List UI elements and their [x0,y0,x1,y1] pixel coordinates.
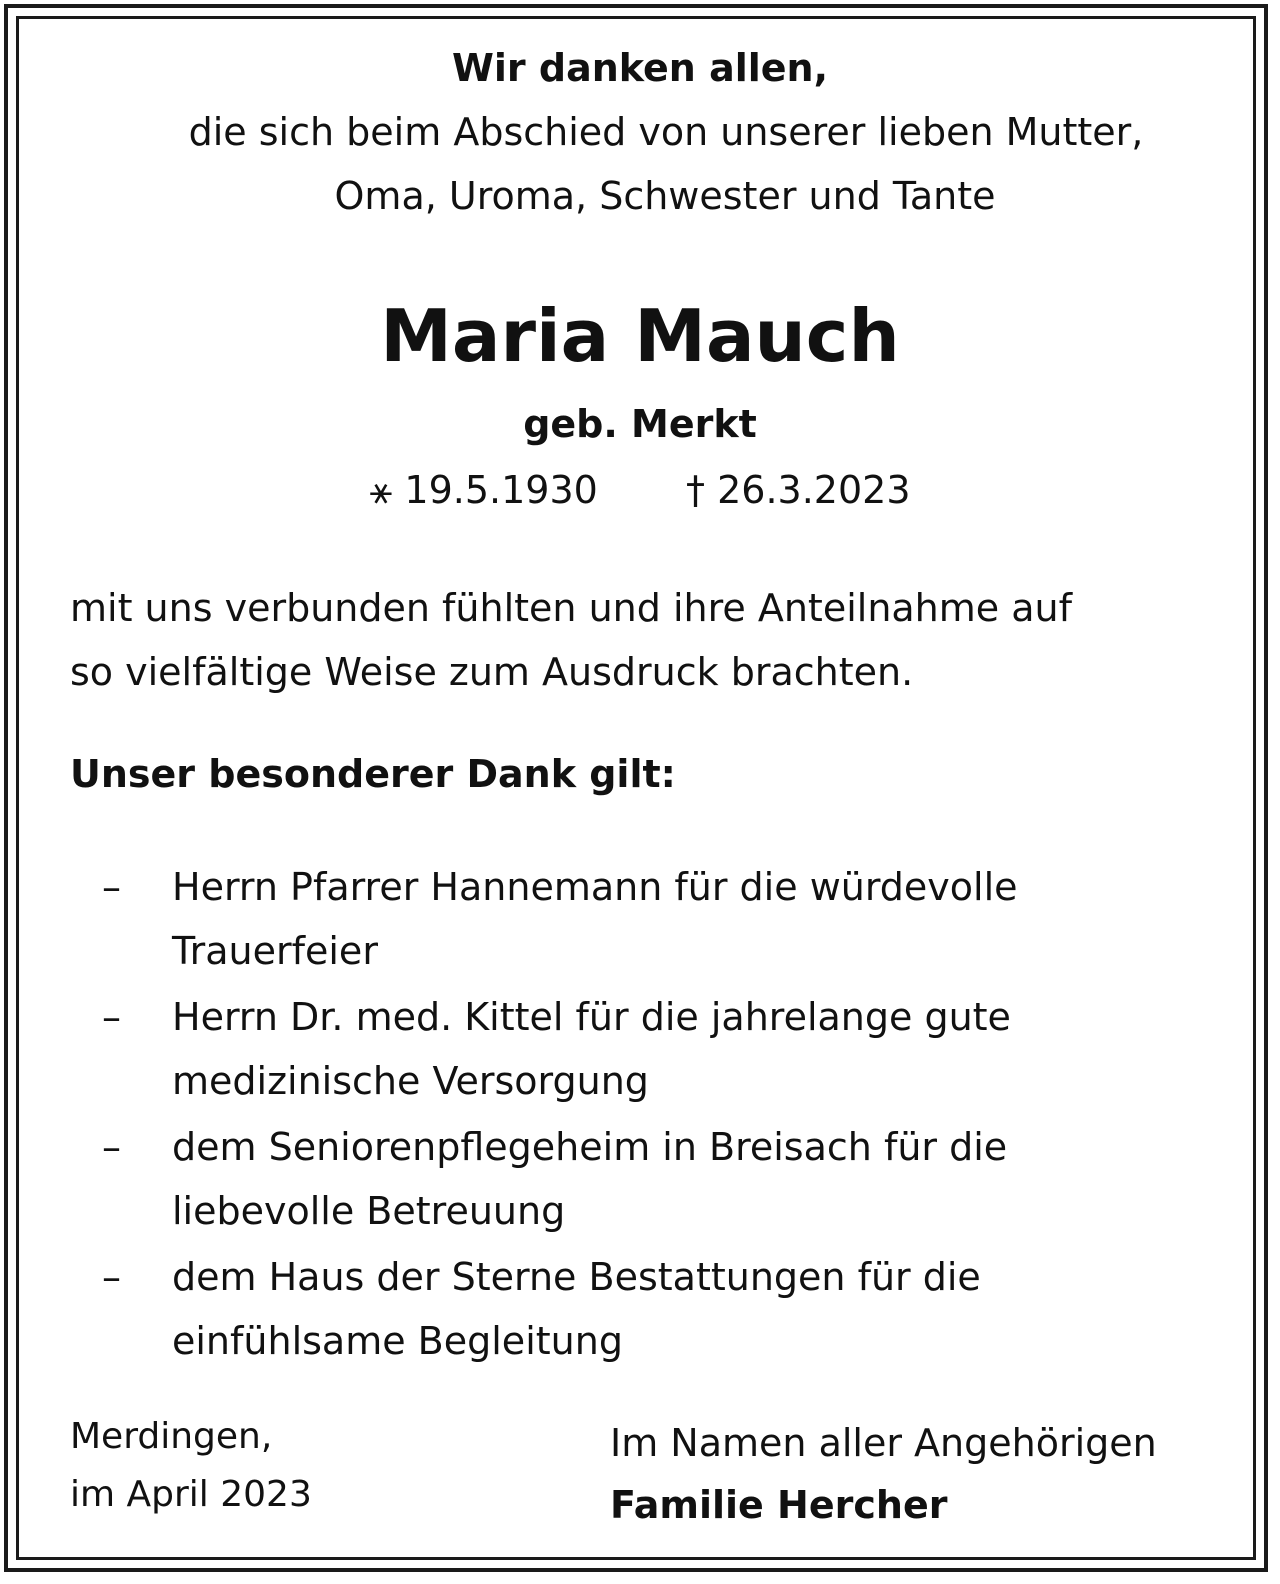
dash-icon: – [102,865,121,909]
list-item [102,855,1222,983]
thanks-list [102,855,1222,1375]
date: im April 2023 [70,1474,312,1515]
header-thanks: Wir danken allen, [451,46,829,90]
list-item [102,985,1222,1113]
list-item-line-2: einfühlsame Begleitung [172,1319,623,1363]
body-text [70,576,1072,704]
signature-block [610,1412,1157,1536]
list-item [102,1115,1222,1243]
header-line-1: die sich beim Abschied von unserer lieben Mutter, [188,110,1144,154]
list-item-line-1: Herrn Dr. med. Kittel für die jahrelange gute [172,995,1011,1039]
place: Merdingen, [70,1416,273,1457]
dash-icon: – [102,1125,121,1169]
place-and-date [70,1408,312,1524]
dash-icon: – [102,995,121,1039]
header-line-2: Oma, Uroma, Schwester und Tante [334,174,996,218]
list-item-line-1: dem Haus der Sterne Bestattungen für die [172,1255,981,1299]
body-line-2: so vielfältige Weise zum Ausdruck brachten. [70,650,914,694]
list-item-line-2: liebevolle Betreuung [172,1189,566,1233]
birth-star-icon: ⚹ [369,468,393,512]
body-line-1: mit uns verbunden fühlten und ihre Anteilnahme auf [70,586,1072,630]
list-item [102,1245,1222,1373]
deceased-name: Maria Mauch [380,294,900,378]
list-item-line-1: dem Seniorenpflegeheim in Breisach für die [172,1125,1008,1169]
death-date: 26.3.2023 [717,468,911,512]
family-name: Familie Hercher [610,1483,948,1527]
on-behalf-text: Im Namen aller Angehörigen [610,1421,1157,1465]
list-item-line-2: medizinische Versorgung [172,1059,649,1103]
list-item-line-2: Trauerfeier [172,929,378,973]
dash-icon: – [102,1255,121,1299]
maiden-name: geb. Merkt [523,402,757,446]
birth-date: 19.5.1930 [404,468,598,512]
thanks-heading: Unser besonderer Dank gilt: [70,752,676,796]
life-dates [0,468,1280,513]
death-cross-icon: † [686,468,705,512]
list-item-line-1: Herrn Pfarrer Hannemann für die würdevolle [172,865,1018,909]
